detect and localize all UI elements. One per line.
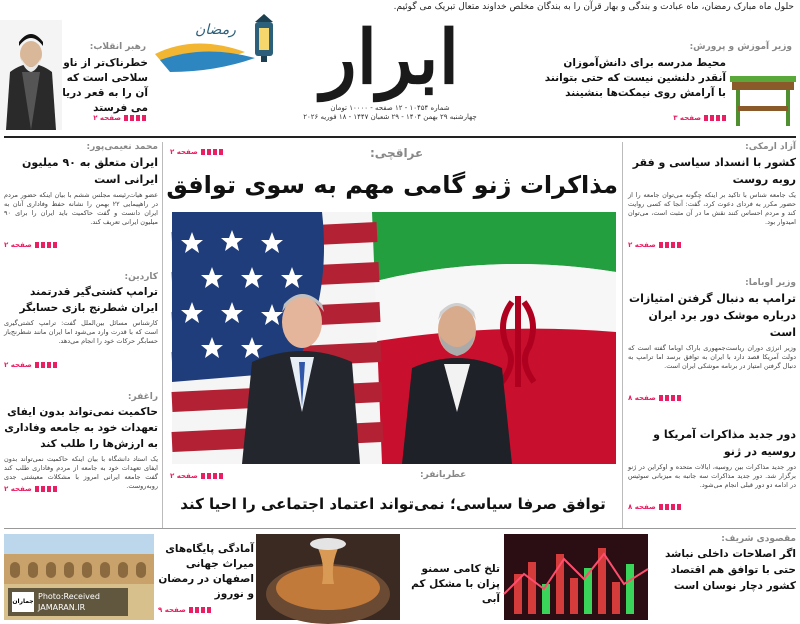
sub-kicker: عطریانفر: — [420, 470, 467, 480]
main-photo — [172, 212, 616, 464]
tagline: حلول ماه مبارک رمضان، ماه عبادت و بندگی و بهار قرآن را به بندگان مخلص خداوند متعال تبریک می گوئیم. — [393, 2, 794, 12]
photo-watermark — [8, 588, 128, 616]
left-story-2-kicker: کاردین: — [124, 272, 158, 282]
bottom-divider — [4, 528, 796, 529]
left-story-1-pageref[interactable]: صفحه ۲ — [4, 241, 158, 249]
sub-pageref[interactable]: صفحه ۲ — [170, 472, 223, 480]
right-story-1-body: یک جامعه شناس با تاکید بر اینکه چگونه می‌توان جامعه را از حضور مکرر به فردای دعوت کرد، گفت: آنجا که کسی روایت کند و مردم احساس کنند نقش ما در آن مثبت است، می‌توان امیدوار بود. — [628, 191, 796, 226]
top-right-pageref[interactable]: صفحه ۳ — [673, 114, 726, 122]
right-column-separator — [622, 142, 623, 528]
right-story-2-body: وزیر انرژی دوران ریاست‌جمهوری باراک اوباما گفته است که دولت آمریکا قصد دارد با ایران به توافق برسد اما ترامپ به دنبال گرفتن امتیاز در برنامه موشکی ایران است. — [628, 344, 796, 370]
left-story-2-pageref[interactable]: صفحه ۲ — [4, 361, 158, 369]
top-left-story[interactable] — [0, 14, 152, 130]
left-story-2-body: کارشناس مسائل بین‌الملل گفت: ترامپ کشتی‌گیری است که با قدرت وارد می‌شود اما ایران مانند شطرنج‌باز حسابگر حرکات خود را انجام می‌دهد. — [4, 319, 158, 345]
sub-headline[interactable]: توافق صرفا سیاسی؛ نمی‌تواند اعتماد اجتماعی را احیا کند — [180, 495, 606, 513]
main-pageref[interactable]: صفحه ۲ — [170, 148, 223, 156]
right-story-2-headline[interactable]: ترامپ به دنبال گرفتن امتیازات درباره موشک دور برد ایران است — [629, 292, 796, 339]
left-story-2-headline[interactable]: ترامپ کشتی‌گیر قدرتمند ایران شطرنج بازی حسابگر — [19, 286, 158, 314]
left-story-1[interactable] — [4, 142, 158, 270]
samanu-photo — [256, 534, 400, 620]
bottom-story-isfahan[interactable] — [158, 542, 254, 620]
main-headline[interactable]: مذاکرات ژنو گامی مهم به سوی توافق — [166, 171, 618, 199]
pageref-dots-icon — [659, 242, 681, 248]
bottom-story-economy[interactable] — [648, 534, 796, 620]
ramadan-text: رمضان — [195, 22, 236, 38]
bottom-isfahan-headline[interactable]: آمادگی پایگاه‌های میراث جهانی اصفهان در رمضان و نوروز — [158, 543, 254, 600]
right-story-2-kicker: وزیر اوباما: — [745, 278, 796, 288]
masthead-title[interactable]: ابرار — [320, 15, 460, 101]
pageref-dots-icon — [124, 115, 146, 121]
top-right-headline[interactable]: محیط مدرسه برای دانش‌آموزان آنقدر دلنشین نیست که حتی بتوانند با آرامش روی نیمکت‌ها بنشینند — [544, 57, 726, 99]
right-story-2[interactable] — [628, 278, 796, 418]
left-story-1-headline[interactable]: ایران متعلق به ۹۰ میلیون ایرانی است — [22, 156, 158, 186]
pageref-dots-icon — [201, 473, 223, 479]
right-story-3[interactable] — [628, 426, 796, 526]
top-right-kicker: وزیر آموزش و پرورش: — [689, 42, 792, 52]
jamaran-logo-icon: جماران — [12, 592, 34, 612]
right-story-1-headline[interactable]: کشور با انسداد سیاسی و فقر روبه روست — [632, 156, 796, 186]
watermark-line1: Photo:Received — [38, 592, 100, 601]
pageref-dots-icon — [704, 115, 726, 121]
left-story-3-body: یک استاد دانشگاه با بیان اینکه حاکمیت نمی‌تواند بدون ایفای تعهدات خود به جامعه از مردم وفاداری طلب کند گفت جامعه ایرانی امروز با مشکلات معیشتی جدی روبه‌روست. — [4, 455, 158, 490]
ramadan-decoration — [155, 14, 285, 84]
right-story-3-body: دور جدید مذاکرات بین روسیه، ایالات متحده و اوکراین در ژنو برگزار شد. دور جدید مذاکرات سه جانبه به میزبانی سوئیس در ادامه دو دور قبلی انجام می‌شود. — [628, 463, 796, 489]
isfahan-photo — [4, 534, 154, 620]
flags-photo — [172, 212, 616, 464]
bottom-economy-headline[interactable]: اگر اصلاحات داخلی نباشد حتی با توافق هم اقتصاد کشور دچار نوسان است — [664, 548, 796, 592]
pageref-dots-icon — [35, 486, 57, 492]
pageref-dots-icon — [659, 395, 681, 401]
pageref-dots-icon — [659, 504, 681, 510]
school-desk-icon — [728, 66, 798, 128]
masthead-divider — [4, 136, 796, 138]
leader-photo — [0, 20, 62, 130]
left-column-separator — [162, 142, 163, 528]
top-left-kicker: رهبر انقلاب: — [89, 42, 146, 52]
left-story-3-pageref[interactable]: صفحه ۲ — [4, 485, 158, 493]
right-story-1-kicker: آزاد ارمکی: — [745, 142, 796, 152]
masthead-date: چهارشنبه ۲۹ بهمن ۱۴۰۴ - ۲۹ شعبان ۱۴۴۷ - ۱۸ فوریه ۲۰۲۶ — [303, 113, 477, 121]
left-story-3-kicker: راغفر: — [127, 392, 158, 402]
bottom-economy-kicker: مقصودی شریف: — [721, 534, 796, 544]
right-story-1-pageref[interactable]: صفحه ۲ — [628, 241, 796, 249]
left-story-3-headline[interactable]: حاکمیت نمی‌تواند بدون ایفای تعهدات خود به جامعه وفاداری به ارزش‌ها را طلب کند — [4, 406, 158, 450]
pageref-dots-icon — [201, 149, 223, 155]
masthead-meta — [290, 104, 490, 122]
left-story-1-body: عضو هیات‌رئیسه مجلس ششم با بیان اینکه حضور مردم در راهپیمایی ۲۲ بهمن را نشانه حفظ وفاداری آنان به ایران دانست و گفت حاکمیت باید ایران را برای ۹۰ میلیون ایرانی تعریف کند. — [4, 191, 159, 226]
pageref-dots-icon — [35, 362, 57, 368]
left-story-3[interactable] — [4, 392, 158, 524]
watermark-line2: JAMARAN.IR — [38, 603, 86, 612]
bottom-story-samanu[interactable] — [404, 562, 500, 620]
pageref-dots-icon — [35, 242, 57, 248]
right-story-3-headline[interactable]: دور جدید مذاکرات آمریکا و روسیه در ژنو — [653, 428, 796, 458]
pageref-dots-icon — [189, 607, 211, 613]
bottom-isfahan-pageref[interactable]: صفحه ۹ — [158, 606, 254, 614]
left-story-1-kicker: محمد نعیمی‌پور: — [86, 142, 158, 152]
right-story-3-pageref[interactable]: صفحه ۸ — [628, 503, 796, 511]
stock-chart-photo — [504, 534, 648, 620]
right-story-2-pageref[interactable]: صفحه ۸ — [628, 394, 796, 402]
top-right-story[interactable] — [540, 42, 800, 132]
masthead-issue: شماره ۱۰۴۵۴ - ۱۲ صفحه - ۱۰۰۰۰ تومان — [330, 104, 450, 112]
main-kicker: عراقچی: — [370, 146, 424, 160]
left-story-2[interactable] — [4, 272, 158, 392]
top-left-headline[interactable]: خطرناک‌تر از ناو سلاحی است که آن را به قعر دریا می فرستد — [62, 57, 148, 114]
top-left-pageref[interactable]: صفحه ۲ — [93, 114, 146, 122]
bottom-samanu-headline[interactable]: تلخ کامی سمنو پزان با مشکل کم آبی — [411, 563, 500, 605]
right-story-1[interactable] — [628, 142, 796, 272]
